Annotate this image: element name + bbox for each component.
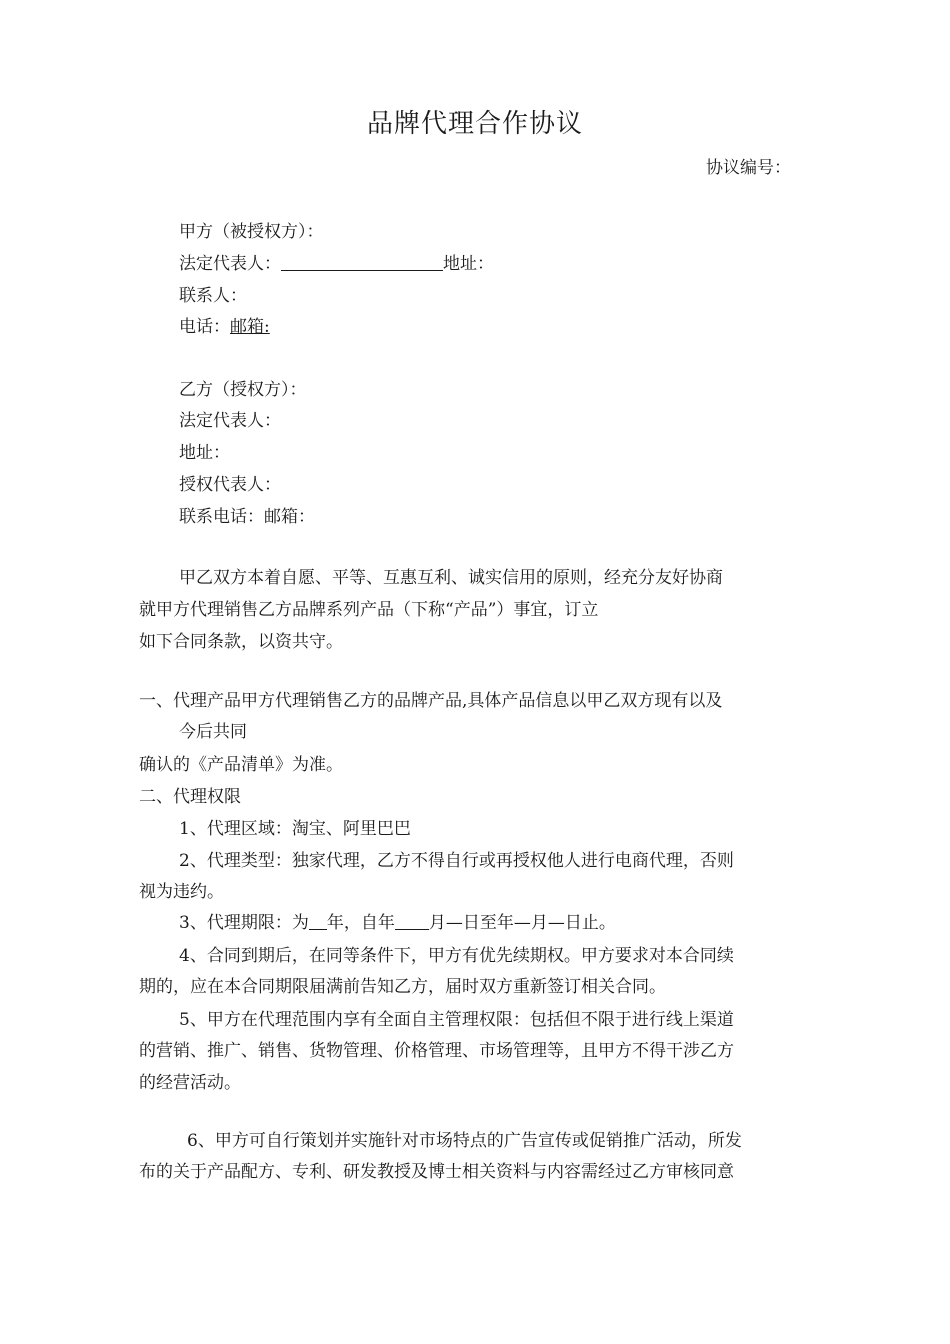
party-a-legal-rep-label: 法定代表人：	[179, 254, 281, 274]
party-a-heading: 甲方（被授权方）：	[179, 222, 324, 242]
section2-item5-line-3: 的经营活动。	[139, 1073, 241, 1093]
section2-item4-line-2: 期的，应在本合同期限届满前告知乙方，届时双方重新签订相关合同。	[139, 977, 666, 997]
section2-item3	[179, 913, 616, 933]
intro-line-2: 就甲方代理销售乙方品牌系列产品（下称“产品”）事宜，订立	[139, 600, 599, 620]
section2-heading: 二、代理权限	[139, 787, 241, 807]
section2-item5-line-2: 的营销、推广、销售、货物管理、价格管理、市场管理等，且甲方不得干涉乙方	[139, 1041, 734, 1061]
party-a-legal-rep-blank	[281, 254, 443, 271]
party-a-address-label: 地址：	[443, 254, 494, 274]
document-title: 品牌代理合作协议	[366, 109, 583, 139]
party-b-address-label: 地址：	[179, 443, 230, 463]
agreement-number-label: 协议编号：	[706, 158, 791, 178]
section2-item5-line-1: 5、甲方在代理范围内享有全面自主管理权限：包括但不限于进行线上渠道	[179, 1010, 734, 1030]
party-b-email-label: 邮箱：	[264, 507, 315, 527]
party-a-legal-rep-row	[179, 254, 494, 274]
party-b-auth-rep-label: 授权代表人：	[179, 475, 281, 495]
party-b-legal-rep-label: 法定代表人：	[179, 411, 281, 431]
party-a-email-label: 邮箱:	[230, 317, 270, 337]
section1-line-3: 确认的《产品清单》为准。	[139, 755, 343, 775]
section2-item3-part-a: 3、代理期限：为	[179, 913, 309, 933]
section2-item4-line-1: 4、合同到期后，在同等条件下，甲方有优先续期权。甲方要求对本合同续	[179, 946, 734, 966]
start-month-blank	[395, 913, 429, 930]
section2-item2-line-2: 视为违约。	[139, 882, 224, 902]
section2-item6-line-1: 6、甲方可自行策划并实施针对市场特点的广告宣传或促销推广活动，所发	[187, 1131, 742, 1151]
party-b-contact-phone-label: 联系电话：	[179, 507, 264, 527]
intro-line-3: 如下合同条款，以资共守。	[139, 632, 343, 652]
party-b-contact-row	[179, 507, 315, 527]
section2-item1: 1、代理区域：淘宝、阿里巴巴	[179, 819, 411, 839]
section2-item3-part-b: 年，自年	[326, 913, 395, 933]
party-a-phone-label: 电话：	[179, 317, 230, 337]
party-a-contact-label: 联系人：	[179, 286, 247, 306]
section2-item3-part-c: 月—日至年—月—日止。	[428, 913, 616, 933]
section2-item2-line-1: 2、代理类型：独家代理，乙方不得自行或再授权他人进行电商代理，否则	[179, 851, 734, 871]
term-years-blank	[309, 913, 327, 930]
party-b-heading: 乙方（授权方）：	[179, 380, 307, 400]
intro-line-1: 甲乙双方本着自愿、平等、互惠互利、诚实信用的原则，经充分友好协商	[179, 568, 723, 588]
party-a-phone-row	[179, 317, 270, 337]
section1-line-1: 一、代理产品甲方代理销售乙方的品牌产品,具体产品信息以甲乙双方现有以及	[139, 691, 723, 711]
section1-line-2: 今后共同	[179, 722, 247, 742]
section2-item6-line-2: 布的关于产品配方、专利、研发教授及博士相关资料与内容需经过乙方审核同意	[139, 1162, 734, 1182]
